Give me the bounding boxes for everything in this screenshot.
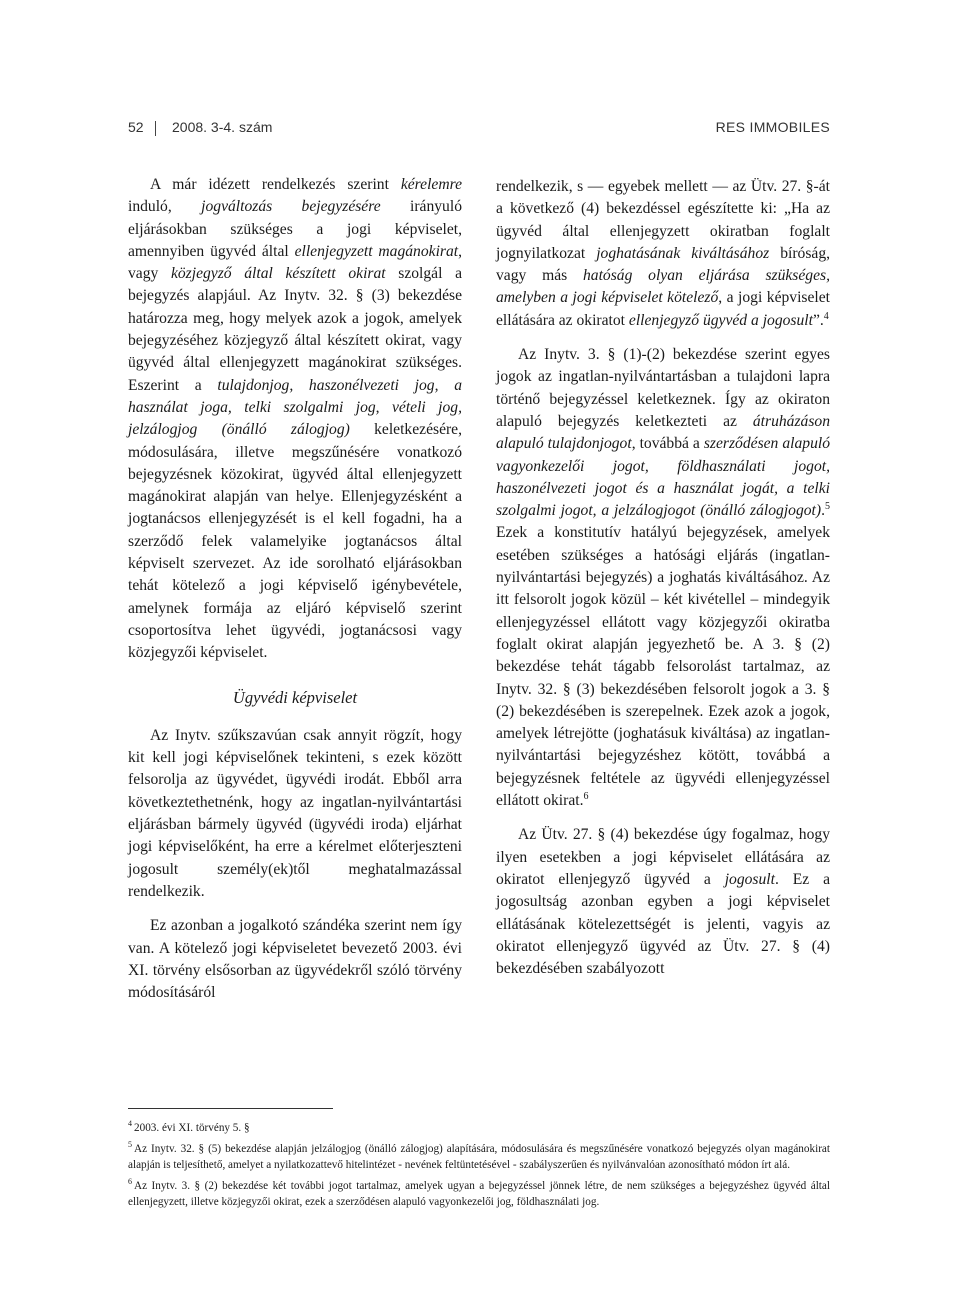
header-separator [155,121,156,136]
page-number: 52 [128,119,144,135]
footnote [128,1178,830,1210]
running-header [128,119,830,141]
body-paragraph: Az Ütv. 27. § (4) bekezdése úgy fogalmaz, hogy ilyen esetekben a jogi képviselet ellátására az okiratot ellenjegyző ügyvéd a jogosult. Ez a jogosultság azonban egyben a jogi képviselet ellátásának kötelezettségét is jelenti, vagyis az okiratot ellenjegyző ügyvéd az Ütv. 27. § (4) bekezdésében szabályozott [496,826,830,978]
body-paragraph: Az Inytv. szűkszavúan csak annyit rögzít, hogy kit kell jogi képviselőnek tekinteni, s ezek között felsorolja az ügyvédet, ügyvédi irodát. Ebből arra következtethetnénk, hogy az ingatlan-nyilvántartási eljárásban bármely ügyvéd (ügyvédi iroda) eljárhat jogi képviselőként, ha erre a kérelmet előterjeszteni jogosult személy(ek)től meghatalmazással rendelkezik. [128,726,462,900]
right-column [496,176,830,980]
body-paragraph: Az Inytv. 3. § (1)-(2) bekezdése szerint egyes jogok az ingatlan-nyilvántartásban a tulajdoni lapra történő bejegyzéssel keletkeznek. Így az okiraton alapuló bejegyzés keletkezteti az átruházáson alapuló tulajdonjogot, továbbá a szerződésen alapuló vagyonkezelői jogot, földhasználati jogot, haszonélvezeti jogot és a használat jogát, a telki szolgalmi jogot, a jelzálogjogot (önálló zálogjogot).$^5$ Ezek a konstitutív hatályú bejegyzések, amelyek esetében szükséges a hatósági eljárás (ingatlan-nyilvántartási bejegyzés) a joghatás kiváltásához. Az itt felsorolt jogok közül – két kivétellel – mindegyik ellenjegyzéssel ellátott vagy közjegyzői okiratba foglalt okirat alapján jegyezhető be. A 3. § (2) bekezdése tehát tágabb felsorolást tartalmaz, az Inytv. 32. § (3) bekezdésében felsorolt jogok a 3. § (2) bekezdésében is szerepelnek. Ezek azok a jogok, amelyek létrejötte (joghatásuk kiváltása) az ingatlan-nyilvántartási bejegyzéshez kötött, továbbá a bejegyzésnek feltétele az ügyvédi ellenjegyzéssel ellátott okirat.$^6$ [496,346,830,810]
footnote-number: 5 [128,1140,132,1150]
body-paragraph: rendelkezik, s — egyebek mellett — az Ütv. 27. §-át a következő (4) bekezdéssel egészítette ki: „Ha az ügyvéd által ellenjegyzett okiratban foglalt jognyilatkozat joghatásának kiváltásához bíróság, vagy más hatóság olyan eljárása szükséges, amelyben a jogi képviselet kötelező, a jogi képviselet ellátására az okiratot ellenjegyző ügyvéd a jogosult”.$^4$ [496,178,831,329]
left-column [128,174,462,1004]
footnote-number: 4 [128,1119,132,1129]
footnote-text: Az Inytv. 32. § (5) bekezdése alapján jelzálogjog (önálló zálogjog) alapítására, módosulására és megszűnésére vonatkozó bejegyzés olyan magánokirat alapján is teljesíthető, amelyet a nyilatkozattevő hitelintézet - nevének feltüntetésével - szabályszerűen és nyilvánvalóan azonosítható módon írt alá. [128,1143,830,1171]
section-heading: Ügyvédi képviselet [232,687,358,707]
footnote [128,1120,830,1136]
footnote-text: Az Inytv. 3. § (2) bekezdése két további jogot tartalmaz, amelyek ugyan a bejegyzéssel jönnek létre, de nem szükséges a bejegyzéshez ügyvéd által ellenjegyzett, illetve közjegyzői okirat, ezek a szerződésen alapuló vagyonkezelői jog, földhasználati jog. [128,1180,830,1208]
body-paragraph: Ez azonban a jogalkotó szándéka szerint nem így van. A kötelező jogi képviseletet bevezető 2003. évi XI. törvény elsősorban az ügyvédekről szóló törvény módosításáról [128,917,462,1002]
footnote-text: 2003. évi XI. törvény 5. § [134,1122,250,1134]
journal-title: RES IMMOBILES [715,119,830,135]
body-paragraph: A már idézett rendelkezés szerint kérelemre induló, jogváltozás bejegyzésére irányuló eljárásokban szükséges a jogi képviselet, amennyiben ügyvéd által ellenjegyzett magánokirat, vagy közjegyző által készített okirat szolgál a bejegyzés alapjául. Az Inytv. 32. § (3) bekezdése határozza meg, hogy melyek azok a jogok, amelyek bejegyzéséhez közjegyző által készített okirat, vagy ügyvéd által ellenjegyzett magánokirat szükséges. Eszerint a tulajdonjog, haszonélvezeti jog, a használat joga, telki szolgalmi jog, vételi jog, jelzálogjog (önálló zálogjog) keletkezésére, módosulására, illetve megszűnésére vonatkozó bejegyzésnek közokirat, ügyvéd által ellenjegyzett magánokirat alapján van helye. Ellenjegyzésként a jogtanácsos ellenjegyzését is el kell fogadni, ha a szerződő felek valamelyike jogtanácsos által képviselt szervezet. Az ide sorolható eljárásokban tehát kötelező a jogi képviselő igénybevétele, amelynek formája az eljáró képviselő szerint csoportosítva lehet ügyvédi, jogtanácsosi vagy közjegyzői képviselet. [128,176,463,662]
footnotes [128,1108,830,1215]
issue-label: 2008. 3-4. szám [172,119,273,135]
footnote [128,1141,830,1173]
footnote-number: 6 [128,1177,132,1187]
footnote-rule [128,1108,333,1109]
